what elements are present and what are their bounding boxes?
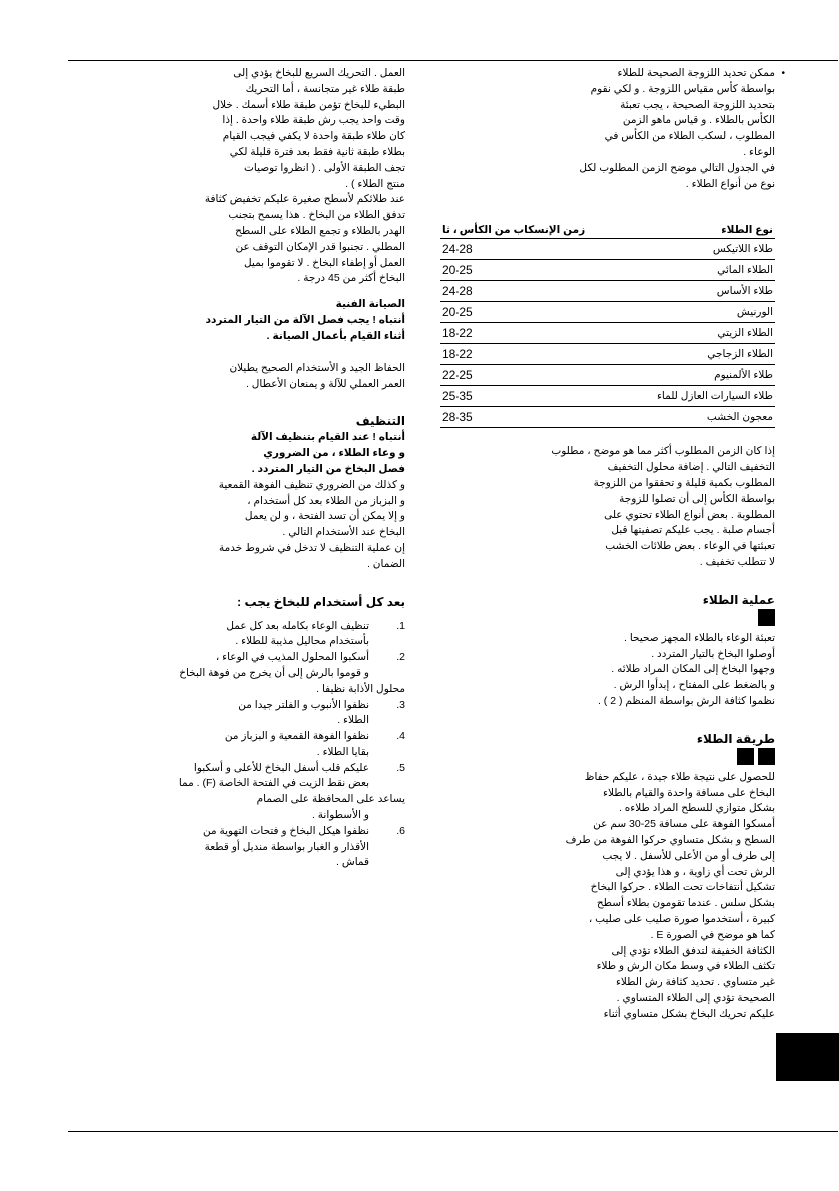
text-line: الرش تحت أي زاوية ، و هذا يؤدي إلى bbox=[615, 865, 775, 878]
text-line: نظموا كثافة الرش بواسطة المنظم ( 2 ) . bbox=[597, 694, 775, 707]
pour-time-cell: 22-25 bbox=[440, 365, 625, 386]
step-line: محلول الأذابة نظيفا . bbox=[316, 682, 405, 695]
bottom-rule bbox=[68, 1131, 838, 1132]
step-line: الأقذار و الغبار بواسطة منديل أو قطعة bbox=[204, 840, 369, 853]
text-line: بواسطة الكأس إلى أن تصلوا للزوجة bbox=[619, 492, 775, 505]
step-line: و قوموا بالرش إلى أن يخرج من فوهة البخاخ bbox=[179, 666, 369, 679]
text-line: البخاخ عند الأستخدام التالي . bbox=[282, 526, 405, 539]
text-line: طبقة طلاء غير متجانسة ، أما التحريك bbox=[245, 82, 405, 95]
paint-type-cell: الطلاء المائي bbox=[625, 260, 775, 281]
text-line: تشكيل أنتفاخات تحت الطلاء . حركوا البخاخ bbox=[590, 881, 775, 894]
step-line: قماش . bbox=[336, 856, 369, 869]
text-line: المطلي . تجنبوا قدر الإمكان التوقف عن bbox=[235, 240, 405, 253]
text-line: بشكل متوازي للسطح المراد طلاءه . bbox=[618, 802, 775, 815]
text-line: عليكم تحريك البخاخ بشكل متساوي أثناء bbox=[603, 1007, 775, 1020]
text-line: إن عملية التنظيف لا تدخل في شروط خدمة bbox=[218, 541, 405, 554]
paint-type-cell: طلاء الألمنيوم bbox=[625, 365, 775, 386]
dilution-paragraph bbox=[440, 444, 775, 570]
text-line: عند طلائكم لأسطح صغيرة عليكم تخفيض كثافة bbox=[204, 193, 405, 206]
step-line: و الأسطوانة . bbox=[311, 809, 369, 822]
pour-time-cell: 24-28 bbox=[440, 281, 625, 302]
text-line: كبيرة ، أستخدموا صورة صليب على صليب ، bbox=[588, 912, 775, 925]
paint-type-cell: طلاء اللاتيكس bbox=[625, 239, 775, 260]
cleaning-warning bbox=[150, 430, 405, 477]
spray-technique-paragraph bbox=[150, 66, 405, 287]
text-line: أمسكوا الفوهة على مسافة 25-30 سم عن bbox=[593, 818, 775, 831]
text-line: البطيء للبخاخ تؤمن طبقة طلاء أسمك . خلال bbox=[212, 98, 405, 111]
step-line bbox=[150, 729, 405, 745]
text-line: العمر العملي للآلة و يمنعان الأعطال . bbox=[245, 377, 405, 390]
text-line: تدفق الطلاء من البخاخ . هذا يسمح بتجنب bbox=[228, 209, 405, 222]
text-line: تعبئتها في الوعاء . بعض طلائات الخشب bbox=[605, 540, 775, 553]
painting-method-title: طريقة الطلاء bbox=[696, 731, 775, 746]
pour-time-cell: 24-28 bbox=[440, 239, 625, 260]
text-line: نوع من أنواع الطلاء . bbox=[685, 177, 775, 190]
after-use-title: بعد كل أستخدام للبخاخ يجب : bbox=[237, 594, 405, 609]
text-line: و كذلك من الضروري تنظيف الفوهة القمعية bbox=[218, 478, 405, 491]
text-line: بطلاء طبقة ثانية فقط بعد فترة قليلة لكي bbox=[229, 145, 405, 158]
figure-label-icon bbox=[758, 609, 775, 626]
table-row bbox=[440, 386, 775, 407]
text-line: البخاخ أكثر من 45 درجة . bbox=[297, 272, 405, 285]
table-row bbox=[440, 260, 775, 281]
paint-type-cell: طلاء السيارات العازل للماء bbox=[625, 386, 775, 407]
text-line: المطلوب بكمية قليلة و تحققوا من اللزوجة bbox=[593, 476, 775, 489]
text-line: الكأس بالطلاء . و قياس ماهو الزمن bbox=[622, 114, 775, 127]
text-line: الضمان . bbox=[366, 557, 405, 570]
pour-time-cell: 20-25 bbox=[440, 302, 625, 323]
pour-time-cell: 25-35 bbox=[440, 386, 625, 407]
table-header-row bbox=[440, 218, 775, 239]
text-line: في الجدول التالي موضح الزمن المطلوب لكل bbox=[579, 161, 775, 174]
table-row bbox=[440, 407, 775, 428]
text-line: الصحيحة تؤدي إلى الطلاء المتساوي . bbox=[616, 991, 775, 1004]
step-line: بأستخدام محاليل مذيبة للطلاء . bbox=[235, 635, 369, 648]
step-text: عليكم قلب أسفل البخاخ للأعلى و أسكبوا bbox=[193, 761, 369, 774]
text-line: تعبئة الوعاء بالطلاء المجهز صحيحا . bbox=[624, 631, 775, 644]
left-column bbox=[150, 66, 405, 871]
painting-process-paragraph bbox=[440, 631, 775, 710]
figure-label-icon bbox=[758, 748, 775, 765]
text-line: الوعاء . bbox=[743, 145, 775, 158]
painting-method-figures bbox=[440, 748, 775, 770]
warning-line: أنتباه ! عند القيام بتنظيف الآلة bbox=[250, 431, 405, 444]
text-line: غير متساوي . تحديد كثافة رش الطلاء bbox=[615, 976, 775, 989]
step-text: نظفوا الأنبوب و الفلتر جيدا من bbox=[238, 698, 369, 711]
text-line: كان طلاء طبقة واحدة لا يكفي فيجب القيام bbox=[222, 130, 405, 143]
text-line: التخفيف التالي . إضافة محلول التخفيف bbox=[607, 461, 775, 474]
paint-type-cell: طلاء الأساس bbox=[625, 281, 775, 302]
maintenance-title: الصيانة الفنية bbox=[335, 298, 405, 311]
after-use-steps bbox=[150, 619, 405, 872]
step-line: الطلاء . bbox=[337, 714, 369, 727]
text-line: المطلوبة . بعض أنواع الطلاء تحتوي على bbox=[604, 508, 775, 521]
text-line: تجف الطبقة الأولى . ( انظروا توصيات bbox=[243, 161, 405, 174]
top-rule bbox=[68, 60, 838, 61]
step-line bbox=[150, 698, 405, 714]
text-line: إذا كان الزمن المطلوب أكثر مما هو موضح ، مطلوب bbox=[551, 445, 775, 458]
viscosity-intro bbox=[440, 66, 785, 192]
text-line: للحصول على نتيجة طلاء جيدة ، عليكم حفاظ bbox=[584, 770, 775, 783]
painting-method-paragraph bbox=[440, 770, 775, 1023]
painting-process-figure bbox=[440, 609, 775, 631]
bullet-icon: • bbox=[781, 68, 785, 79]
warning-line: أثناء القيام بأعمال الصيانة . bbox=[266, 329, 405, 342]
table-row bbox=[440, 344, 775, 365]
pour-time-cell: 18-22 bbox=[440, 323, 625, 344]
maintenance-paragraph bbox=[150, 361, 405, 393]
warning-line: أنتباه ! يجب فصل الآلة من التيار المتردد bbox=[205, 314, 405, 327]
right-column bbox=[440, 66, 785, 1022]
cleaning-title: التنظيف bbox=[355, 414, 405, 429]
viscosity-table bbox=[440, 218, 775, 428]
step-line bbox=[150, 761, 405, 777]
text-line: ممكن تحديد اللزوجة الصحيحة للطلاء bbox=[617, 67, 775, 79]
pour-time-cell: 28-35 bbox=[440, 407, 625, 428]
step-line: يساعد على المحافظة على الصمام bbox=[256, 793, 405, 806]
step-number: 1. bbox=[396, 619, 405, 632]
text-line: لا تتطلب تخفيف . bbox=[699, 555, 775, 568]
text-line: و إلا يمكن أن تسد الفتحة ، و لن يعمل bbox=[244, 510, 405, 523]
text-line: وجهوا البخاخ إلى المكان المراد طلائه . bbox=[611, 663, 775, 676]
text-line: الكثافة الخفيفة لتدفق الطلاء تؤدي إلى bbox=[611, 944, 775, 957]
text-line: العمل . التحريك السريع للبخاخ يؤدي إلى bbox=[233, 67, 405, 79]
table-row bbox=[440, 323, 775, 344]
warning-line: و وعاء الطلاء ، من الضروري bbox=[263, 447, 405, 460]
intro-paragraph bbox=[440, 66, 775, 192]
text-line: و بالضغط على المفتاح ، إبدأوا الرش . bbox=[613, 679, 775, 692]
table-row bbox=[440, 365, 775, 386]
step-number: 5. bbox=[396, 761, 405, 774]
text-line: الحفاظ الجيد و الأستخدام الصحيح يطيلان bbox=[229, 361, 405, 374]
text-line: منتج الطلاء ) . bbox=[345, 177, 405, 190]
table-row bbox=[440, 281, 775, 302]
step-number: 2. bbox=[396, 651, 405, 664]
header-paint-type: نوع الطلاء bbox=[625, 218, 775, 239]
text-line: السطح و بشكل متساوي حركوا الفوهة من طرف bbox=[565, 833, 775, 846]
step-text: نظفوا الفوهة القمعية و البزباز من bbox=[224, 730, 369, 743]
table-row bbox=[440, 302, 775, 323]
step-number: 6. bbox=[396, 824, 405, 837]
text-line: بتحديد اللزوجة الصحيحة ، يجب تعبئة bbox=[620, 98, 775, 111]
step-line bbox=[150, 619, 405, 635]
maintenance-warning bbox=[150, 313, 405, 345]
header-pour-time: زمن الإنسكاب من الكأس ، ثا bbox=[440, 218, 625, 239]
step-text: أسكبوا المحلول المذيب في الوعاء ، bbox=[215, 651, 369, 664]
step-line bbox=[150, 650, 405, 666]
paint-type-cell: الورنيش bbox=[625, 302, 775, 323]
warning-line: فصل البخاخ من التيار المتردد . bbox=[251, 462, 405, 475]
text-line: المطلوب ، لسكب الطلاء من الكأس في bbox=[604, 130, 775, 143]
text-line: الهدر بالطلاء و تجمع الطلاء على السطح bbox=[235, 224, 405, 237]
page-tab-marker bbox=[776, 1033, 839, 1081]
text-line: أجسام صلبة . يجب عليكم تصفيتها قبل bbox=[611, 524, 775, 537]
painting-process-title: عملية الطلاء bbox=[702, 592, 775, 607]
step-line: بقايا الطلاء . bbox=[316, 745, 369, 758]
text-line: و البزباز من الطلاء بعد كل أستخدام ، bbox=[247, 494, 405, 507]
table-row bbox=[440, 239, 775, 260]
pour-time-cell: 20-25 bbox=[440, 260, 625, 281]
text-line: وقت واحد يجب رش طبقة طلاء واحدة . إذا bbox=[222, 114, 405, 127]
paint-type-cell: الطلاء الزجاجي bbox=[625, 344, 775, 365]
step-line: بعض نقط الزيت في الفتحة الخاصة (F) . مما bbox=[178, 777, 369, 790]
text-line: العمل أو إطفاء البخاخ . لا تقوموا بميل bbox=[243, 256, 405, 269]
step-number: 4. bbox=[396, 730, 405, 743]
paint-type-cell: الطلاء الزيتي bbox=[625, 323, 775, 344]
step-text: تنظيف الوعاء بكامله بعد كل عمل bbox=[226, 619, 369, 632]
pour-time-cell: 18-22 bbox=[440, 344, 625, 365]
text-line: أوصلوا البخاخ بالتيار المتردد . bbox=[651, 647, 775, 660]
step-text: نظفوا هيكل البخاخ و فتحات التهوية من bbox=[202, 824, 369, 837]
text-line: البخاخ على مسافة واحدة والقيام بالطلاء bbox=[603, 786, 775, 799]
text-line: إلى طرف أو من الأعلى للأسفل . لا يجب bbox=[602, 849, 775, 862]
step-line bbox=[150, 824, 405, 840]
step-number: 3. bbox=[396, 698, 405, 711]
text-line: بشكل سلس . عندما تقومون بطلاء أسطح bbox=[596, 897, 775, 910]
figure-label-icon bbox=[737, 748, 754, 765]
cleaning-paragraph bbox=[150, 478, 405, 573]
text-line: كما هو موضح في الصورة E . bbox=[650, 928, 775, 941]
paint-type-cell: معجون الخشب bbox=[625, 407, 775, 428]
text-line: تكثف الطلاء في وسط مكان الرش و طلاء bbox=[596, 960, 775, 973]
text-line: بواسطة كأس مقياس اللزوجة . و لكي نقوم bbox=[590, 82, 775, 95]
